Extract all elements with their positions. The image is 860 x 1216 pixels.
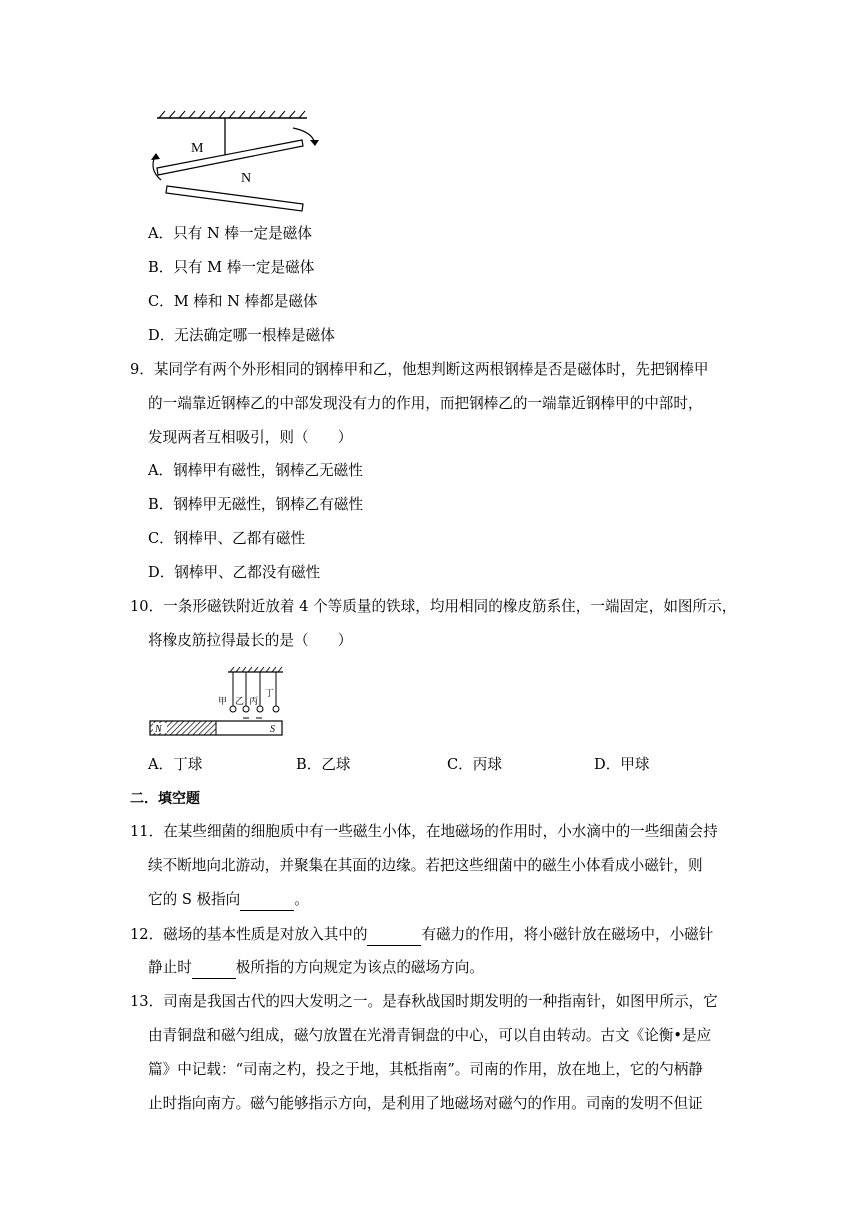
q13-stem-line-2: 由青铜盘和磁勺组成，磁勺放置在光滑青铜盘的中心，可以自由转动。古文《论衡•是应 bbox=[148, 1027, 712, 1044]
q11-stem-line-2: 续不断地向北游动，并聚集在其面的边缘。若把这些细菌中的磁生小体看成小磁针，则 bbox=[148, 857, 703, 874]
ceiling-hatch bbox=[157, 111, 307, 118]
q13-stem-line-3: 篇》中记载：“司南之杓，投之于地，其柢指南”。司南的作用，放在地上，它的勺柄静 bbox=[148, 1061, 703, 1078]
section-title-fill-in: 二．填空题 bbox=[130, 791, 200, 807]
support-hatch bbox=[228, 667, 283, 672]
q10-stem-line-2: 将橡皮筋拉得最长的是（ ） bbox=[148, 632, 353, 649]
q11-stem-line-1: 11．在某些细菌的细胞质中有一些磁生小体，在地磁场的作用时，小水滴中的一些细菌会持 bbox=[130, 823, 718, 840]
label-n: N bbox=[241, 171, 252, 186]
ball-label-ding: 丁 bbox=[265, 689, 275, 699]
q8-figure bbox=[145, 108, 330, 218]
q9-option-a: A．钢棒甲有磁性，钢棒乙无磁性 bbox=[148, 462, 363, 479]
q12-answer-blank-2[interactable] bbox=[192, 958, 236, 979]
q8-option-a: A．只有 N 棒一定是磁体 bbox=[148, 225, 312, 242]
arrowhead-left bbox=[151, 153, 160, 160]
q12-line2-pre: 静止时 bbox=[148, 959, 192, 976]
q12-stem-line-1 bbox=[130, 925, 713, 946]
q12-line1-pre: 12．磁场的基本性质是对放入其中的 bbox=[130, 926, 368, 943]
q11-line3-post: 。 bbox=[294, 891, 309, 908]
q10-option-c: C．丙球 bbox=[447, 756, 502, 773]
ball-label-jia: 甲 bbox=[218, 697, 228, 707]
q13-stem-line-1: 13．司南是我国古代的四大发明之一。是春秋战国时期发明的一种指南针，如图甲所示，它 bbox=[130, 993, 718, 1010]
q11-line3-pre: 它的 S 极指向 bbox=[148, 891, 241, 908]
q9-stem-line-3: 发现两者互相吸引，则（ ） bbox=[148, 429, 353, 446]
q9-option-d: D．钢棒甲、乙都没有磁性 bbox=[148, 564, 321, 581]
q12-line2-post: 极所指的方向规定为该点的磁场方向。 bbox=[235, 959, 484, 976]
q9-stem-line-2: 的一端靠近钢棒乙的中部发现没有力的作用，而把钢棒乙的一端靠近钢棒甲的中部时， bbox=[148, 395, 703, 412]
q12-stem-line-2 bbox=[148, 958, 484, 979]
arrowhead-right bbox=[310, 140, 319, 146]
q11-stem-line-3 bbox=[148, 890, 309, 911]
q8-option-d: D．无法确定哪一根棒是磁体 bbox=[148, 327, 335, 344]
q10-stem-line-1: 10．一条形磁铁附近放着 4 个等质量的铁球，均用相同的橡皮筋系住，一端固定，如图所示， bbox=[130, 598, 737, 615]
q9-option-b: B．钢棒甲无磁性，钢棒乙有磁性 bbox=[148, 496, 364, 513]
label-m: M bbox=[191, 141, 204, 156]
q12-line1-post: 有磁力的作用，将小磁针放在磁场中，小磁针 bbox=[421, 926, 714, 943]
q9-option-c: C．钢棒甲、乙都有磁性 bbox=[148, 530, 306, 547]
q10-option-b: B．乙球 bbox=[296, 756, 351, 773]
q12-answer-blank-1[interactable] bbox=[367, 925, 421, 946]
q9-stem-line-1: 9．某同学有两个外形相同的钢棒甲和乙，他想判断这两根钢棒是否是磁体时，先把钢棒甲 bbox=[130, 361, 709, 378]
ball-label-yi: 乙 bbox=[235, 697, 245, 707]
q8-option-b: B．只有 M 棒一定是磁体 bbox=[148, 259, 315, 276]
ball-label-bing: 丙 bbox=[249, 697, 259, 707]
magnet-label-n: N bbox=[155, 724, 162, 735]
magnet-label-s: S bbox=[270, 724, 275, 735]
q10-option-a: A．丁球 bbox=[148, 756, 203, 773]
rod-m bbox=[157, 140, 303, 175]
q13-stem-line-4: 止时指向南方。磁勺能够指示方向，是利用了地磁场对磁勺的作用。司南的发明不但证 bbox=[148, 1095, 703, 1112]
q10-figure bbox=[148, 666, 288, 738]
q8-option-c: C．M 棒和 N 棒都是磁体 bbox=[148, 293, 318, 310]
q10-option-d: D．甲球 bbox=[594, 756, 650, 773]
q11-answer-blank[interactable] bbox=[240, 890, 294, 911]
ball-ding bbox=[273, 706, 279, 712]
rod-n bbox=[166, 186, 303, 211]
